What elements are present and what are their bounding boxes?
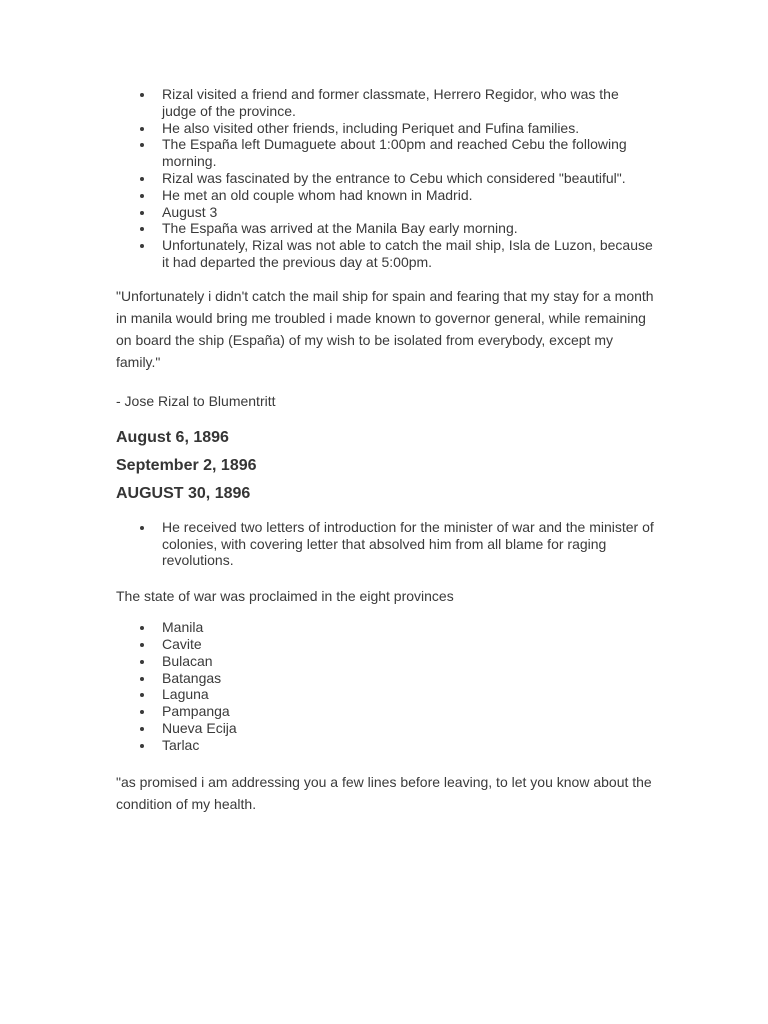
war-paragraph: The state of war was proclaimed in the eight provinces	[116, 588, 454, 605]
list-item: The España was arrived at the Manila Bay early morning.	[116, 220, 656, 237]
quote-paragraph: "Unfortunately i didn't catch the mail ship for spain and fearing that my stay for a month in manila would bring me troubled i made known to governor general, while remaining on board the ship (España) of my wish to be isolated from everybody, except my family."	[116, 287, 654, 370]
list-item: Batangas	[116, 670, 656, 687]
attribution: - Jose Rizal to Blumentritt	[116, 392, 276, 409]
list-item: He met an old couple whom had known in Madrid.	[116, 187, 656, 204]
bullet-list-letters	[116, 519, 656, 569]
list-item: Pampanga	[116, 703, 656, 720]
date-heading: September 2, 1896	[116, 456, 257, 474]
date-heading: AUGUST 30, 1896	[116, 484, 251, 502]
list-item: Rizal visited a friend and former classmate, Herrero Regidor, who was the judge of the province.	[116, 86, 656, 120]
bullet-list-cebu	[116, 136, 656, 203]
list-item: Unfortunately, Rizal was not able to catch the mail ship, Isla de Luzon, because it had departed the previous day at 5:00pm.	[116, 237, 656, 271]
list-item: He received two letters of introduction for the minister of war and the minister of colonies, with covering letter that absolved him from all blame for raging revolutions.	[116, 519, 656, 569]
bullet-list-manila-bay	[116, 220, 656, 237]
province-list	[116, 619, 656, 753]
document-page	[116, 86, 656, 815]
bullet-list-visits	[116, 86, 656, 136]
list-item: Tarlac	[116, 737, 656, 754]
quote-paragraph-2: "as promised i am addressing you a few lines before leaving, to let you know about the condition of my health.	[116, 773, 652, 812]
list-item: Laguna	[116, 686, 656, 703]
date-heading: August 6, 1896	[116, 428, 229, 446]
list-item: Cavite	[116, 636, 656, 653]
list-item: Bulacan	[116, 653, 656, 670]
bullet-list-date	[116, 204, 656, 221]
list-item: The España left Dumaguete about 1:00pm and reached Cebu the following morning.	[116, 136, 656, 170]
bullet-list-mail-ship	[116, 237, 656, 271]
list-item: Nueva Ecija	[116, 720, 656, 737]
list-item: Rizal was fascinated by the entrance to Cebu which considered "beautiful".	[116, 170, 656, 187]
list-item: He also visited other friends, including Periquet and Fufina families.	[116, 120, 656, 137]
list-item: August 3	[116, 204, 656, 221]
list-item: Manila	[116, 619, 656, 636]
